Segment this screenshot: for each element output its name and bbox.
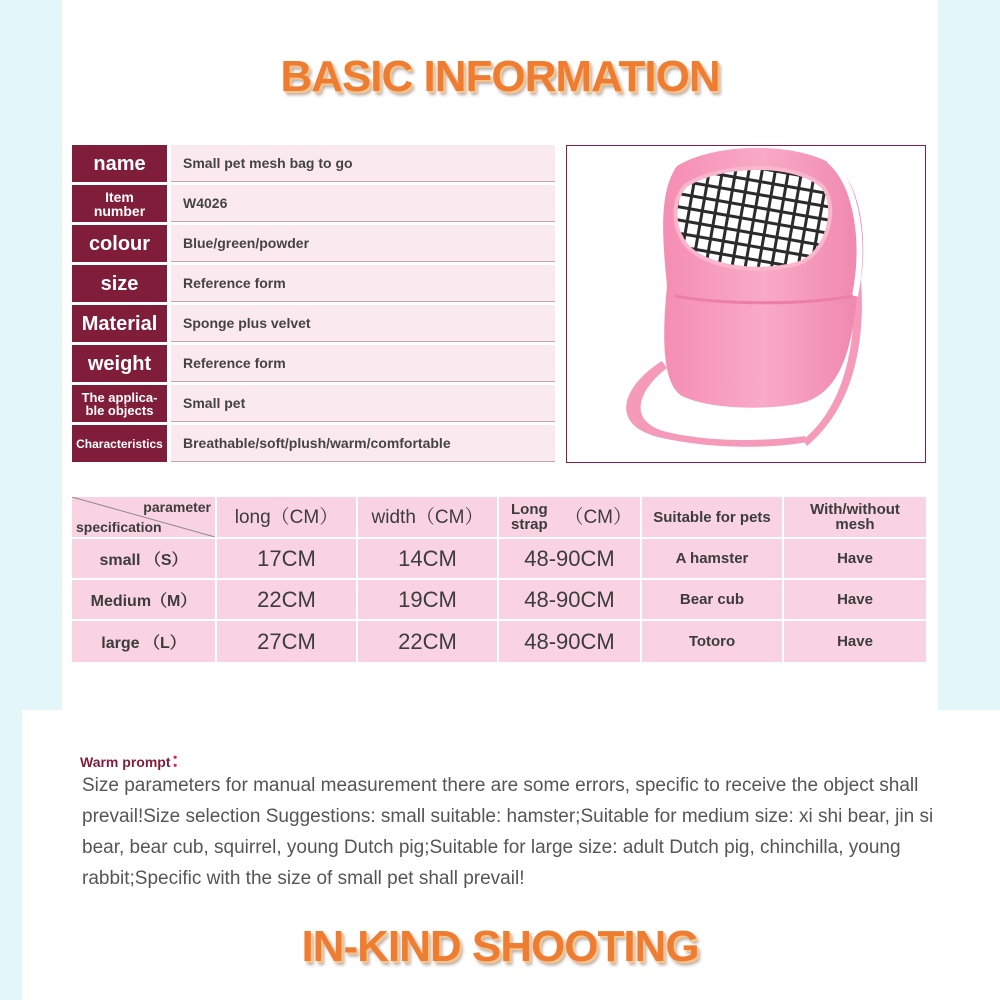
info-row-applicable-objects xyxy=(72,385,555,422)
info-label: name xyxy=(72,145,167,182)
info-row-characteristics xyxy=(72,425,555,462)
spec-medium: Medium（M） xyxy=(72,580,215,619)
warm-prompt-body: Size parameters for manual measurement there are some errors, specific to receive the object shall prevail!Size selection Suggestions: small suitable: hamster;Suitable for medium size: xi shi bear, jin si bear, bear cub, squirrel, young Dutch pig;Suitable for large size: adult Dutch pig, chinchilla, young rabbit;Specific with the size of small pet shall prevail! xyxy=(82,775,934,889)
strap-medium: 48-90CM xyxy=(499,580,640,619)
info-value: Small pet xyxy=(171,385,555,422)
strap-small: 48-90CM xyxy=(499,539,640,578)
info-row-size xyxy=(72,265,555,302)
pet-small: A hamster xyxy=(642,539,782,578)
info-label: Material xyxy=(72,305,167,342)
info-row-material xyxy=(72,305,555,342)
width-medium: 19CM xyxy=(358,580,497,619)
info-label: Characteristics xyxy=(72,425,167,462)
header-long-strap-label: Long strap xyxy=(511,501,548,533)
size-table xyxy=(72,497,926,662)
spec-large: large （L） xyxy=(72,621,215,662)
spec-small: small （S） xyxy=(72,539,215,578)
header-long: long（CM） xyxy=(217,497,356,537)
corner-parameter-label: parameter xyxy=(143,499,211,515)
long-small: 17CM xyxy=(217,539,356,578)
header-mesh: With/without mesh xyxy=(784,497,926,537)
width-small: 14CM xyxy=(358,539,497,578)
pet-medium: Bear cub xyxy=(642,580,782,619)
info-value: Sponge plus velvet xyxy=(171,305,555,342)
product-photo xyxy=(566,145,926,463)
corner-specification-label: specification xyxy=(76,519,162,535)
info-label: The applica-ble objects xyxy=(72,385,167,422)
warm-prompt-title xyxy=(80,744,190,773)
info-label: weight xyxy=(72,345,167,382)
basic-information-heading: BASIC INFORMATION xyxy=(280,52,720,101)
strap-large: 48-90CM xyxy=(499,621,640,662)
mesh-large: Have xyxy=(784,621,926,662)
info-label: size xyxy=(72,265,167,302)
warm-prompt-colon: ： xyxy=(170,750,191,772)
pet-large: Totoro xyxy=(642,621,782,662)
header-suitable-for-pets: Suitable for pets xyxy=(642,497,782,537)
info-row-name xyxy=(72,145,555,182)
info-value: Breathable/soft/plush/warm/comfortable xyxy=(171,425,555,462)
mesh-small: Have xyxy=(784,539,926,578)
info-row-colour xyxy=(72,225,555,262)
long-medium: 22CM xyxy=(217,580,356,619)
mesh-medium: Have xyxy=(784,580,926,619)
in-kind-shooting-heading: IN-KIND SHOOTING xyxy=(301,922,699,971)
info-row-item-number xyxy=(72,185,555,222)
info-value: Reference form xyxy=(171,265,555,302)
long-large: 27CM xyxy=(217,621,356,662)
pet-carrier-bag-illustration xyxy=(567,146,925,462)
info-row-weight xyxy=(72,345,555,382)
info-value: Small pet mesh bag to go xyxy=(171,145,555,182)
width-large: 22CM xyxy=(358,621,497,662)
warm-prompt-title-text: Warm prompt xyxy=(80,754,171,770)
info-value: Blue/green/powder xyxy=(171,225,555,262)
header-long-strap-unit: （CM） xyxy=(564,506,632,528)
header-width: width（CM） xyxy=(358,497,497,537)
corner-cell xyxy=(72,497,215,537)
header-long-strap xyxy=(499,497,640,537)
info-label: Item number xyxy=(72,185,167,222)
info-label: colour xyxy=(72,225,167,262)
info-value: W4026 xyxy=(171,185,555,222)
info-value: Reference form xyxy=(171,345,555,382)
